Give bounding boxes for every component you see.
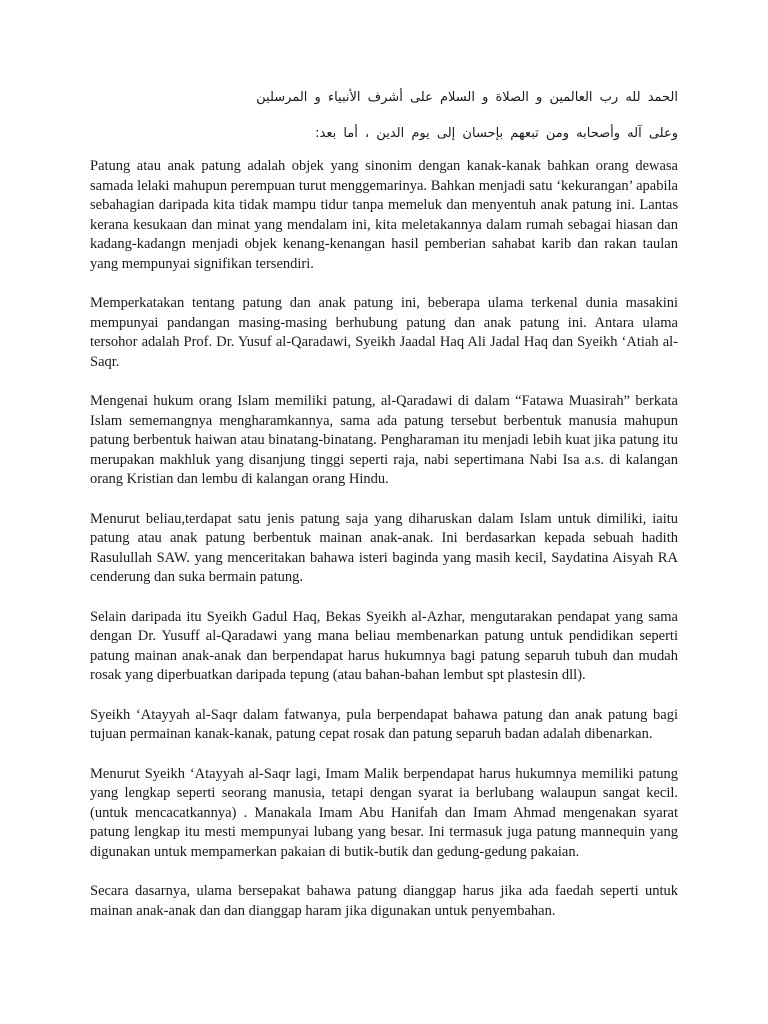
paragraph-permitted-toys: Menurut beliau,terdapat satu jenis patung saja yang diharuskan dalam Islam untuk dimiliki, iaitu patung atau anak patung berbentuk mainan anak-anak. Ini berdasarkan kepada sebuah hadith Rasulullah SAW. yang menceritakan bahawa isteri baginda yang masih kecil, Saydatina Aisyah RA cenderung dan suka bermain patung. xyxy=(90,510,678,585)
paragraph-gadul-haq: Selain daripada itu Syeikh Gadul Haq, Bekas Syeikh al-Azhar, mengutarakan pendapat yang sama dengan Dr. Yusuff al-Qaradawi yang mana beliau membenarkan patung untuk pendidikan seperti patung mainan anak-anak dan berpendapat harus hukumnya bagi patung separuh tubuh dan mudah rosak yang diperbuatkan daripada tepung (atau bahan-bahan lembut spt plastesin dll). xyxy=(90,608,678,683)
document-body xyxy=(90,157,678,941)
paragraph-intro: Patung atau anak patung adalah objek yang sinonim dengan kanak-kanak bahkan orang dewasa samada lelaki mahupun perempuan turut menggemarinya. Bahkan menjadi satu ‘kekurangan’ apabila sebahagian daripada kita tidak mampu tidur tanpa memeluk dan menyentuh anak patung ini. Lantas kerana kesukaan dan minat yang mendalam ini, kita meletakannya dalam rumah sebagai hiasan dan kadang-kadangn menjadi objek kenang-kenangan hasil pemberian sahabat karib dan rakan taulan yang mempunyai signifikan tersendiri. xyxy=(90,158,678,272)
arabic-opening-line-2: وعلى آله وأصحابه ومن تبعهم بإحسان إلى يوم الدين ، أما بعد: xyxy=(315,126,678,141)
paragraph-conclusion: Secara dasarnya, ulama bersepakat bahawa patung dianggap harus jika ada faedah seperti untuk mainan anak-anak dan dan dianggap haram jika digunakan untuk penyembahan. xyxy=(90,883,678,919)
paragraph-imam-views: Menurut Syeikh ‘Atayyah al-Saqr lagi, Imam Malik berpendapat harus hukumnya memiliki patung yang lengkap seperti seorang manusia, tetapi dengan syarat ia berlubang walaupun sangat kecil. (untuk mencacatkannya) . Manakala Imam Abu Hanifah dan Imam Ahmad mengenakan syarat patung lengkap itu mesti mempunyai lubang yang besar. Ini termasuk juga patung mannequin yang digunakan untuk mempamerkan pakaian di butik-butik dan gedung-gedung pakaian. xyxy=(90,765,678,860)
paragraph-atayyah-fatwa: Syeikh ‘Atayyah al-Saqr dalam fatwanya, pula berpendapat bahawa patung dan anak patung bagi tujuan permainan kanak-kanak, patung cepat rosak dan patung separuh badan adalah dibenarkan. xyxy=(90,706,678,742)
paragraph-ulama-views: Memperkatakan tentang patung dan anak patung ini, beberapa ulama terkenal dunia masakini mempunyai pandangan masing-masing berhubung patung dan anak patung ini. Antara ulama tersohor adalah Prof. Dr. Yusuf al-Qaradawi, Syeikh Jaadal Haq Ali Jadal Haq dan Syeikh ‘Atiah al- Saqr. xyxy=(90,295,678,370)
paragraph-qaradawi-ruling: Mengenai hukum orang Islam memiliki patung, al-Qaradawi di dalam “Fatawa Muasirah” berkata Islam sememangnya mengharamkannya, sama ada patung tersebut berbentuk manusia mahupun patung berbentuk haiwan atau binatang-binatang. Pengharaman itu menjadi lebih kuat jika patung itu merupakan makhluk yang disanjung tinggi seperti raja, nabi sepertimana Nabi Isa a.s. di kalangan orang Kristian dan lembu di kalangan orang Hindu. xyxy=(90,393,678,487)
arabic-opening-line-1: الحمد لله رب العالمين و الصلاة و السلام على أشرف الأنبياء و المرسلين xyxy=(256,90,678,105)
